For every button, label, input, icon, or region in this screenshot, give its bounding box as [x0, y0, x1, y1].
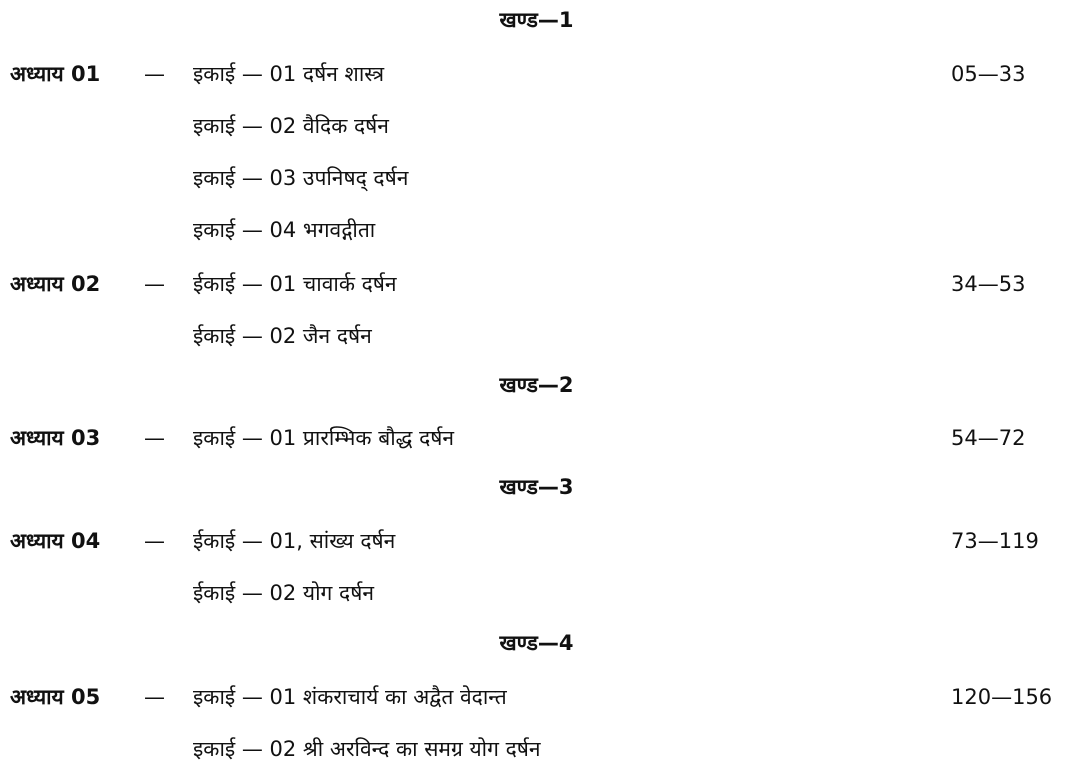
section-2-row [0, 365, 1073, 405]
chapter-label: अध्याय 04 [10, 529, 101, 553]
unit-entry: इकाई — 01 प्रारम्भिक बौद्ध दर्षन [193, 426, 455, 450]
section-1-row [0, 0, 1073, 40]
chapter-03-row [0, 418, 1073, 458]
unit-entry: इकाई — 01 दर्षन शास्त्र [193, 62, 385, 86]
page-range: 34—53 [951, 272, 1026, 296]
page-range: 05—33 [951, 62, 1026, 86]
section-heading: खण्ड—2 [499, 373, 574, 397]
chapter-dash: — [144, 62, 165, 86]
section-heading: खण्ड—4 [499, 631, 574, 655]
chapter-dash: — [144, 685, 165, 709]
unit-row [0, 210, 1073, 250]
chapter-01-row [0, 54, 1073, 94]
section-heading: खण्ड—1 [499, 8, 574, 32]
unit-entry: ईकाई — 01, सांख्य दर्षन [193, 529, 396, 553]
page-range: 120—156 [951, 685, 1053, 709]
unit-entry: ईकाई — 02 योग दर्षन [193, 581, 374, 605]
chapter-02-row [0, 264, 1073, 304]
page-range: 54—72 [951, 426, 1026, 450]
section-4-row [0, 623, 1073, 663]
chapter-label: अध्याय 01 [10, 62, 101, 86]
unit-row [0, 573, 1073, 613]
unit-entry: ईकाई — 02 जैन दर्षन [193, 324, 372, 348]
unit-row [0, 106, 1073, 146]
chapter-label: अध्याय 05 [10, 685, 101, 709]
section-heading: खण्ड—3 [499, 475, 574, 499]
chapter-dash: — [144, 272, 165, 296]
unit-row [0, 158, 1073, 198]
unit-entry: इकाई — 01 शंकराचार्य का अद्वैत वेदान्त [193, 685, 507, 709]
chapter-label: अध्याय 02 [10, 272, 101, 296]
unit-entry: इकाई — 02 वैदिक दर्षन [193, 114, 389, 138]
page-range: 73—119 [951, 529, 1039, 553]
unit-row [0, 316, 1073, 356]
chapter-04-row [0, 521, 1073, 561]
unit-entry: इकाई — 02 श्री अरविन्द का समग्र योग दर्षन [193, 737, 541, 761]
unit-entry: इकाई — 03 उपनिषद् दर्षन [193, 166, 409, 190]
unit-entry: इकाई — 04 भगवद्गीता [193, 218, 376, 242]
chapter-label: अध्याय 03 [10, 426, 101, 450]
unit-entry: ईकाई — 01 चावार्क दर्षन [193, 272, 397, 296]
unit-row [0, 729, 1073, 769]
chapter-dash: — [144, 529, 165, 553]
chapter-dash: — [144, 426, 165, 450]
section-3-row [0, 467, 1073, 507]
chapter-05-row [0, 677, 1073, 717]
